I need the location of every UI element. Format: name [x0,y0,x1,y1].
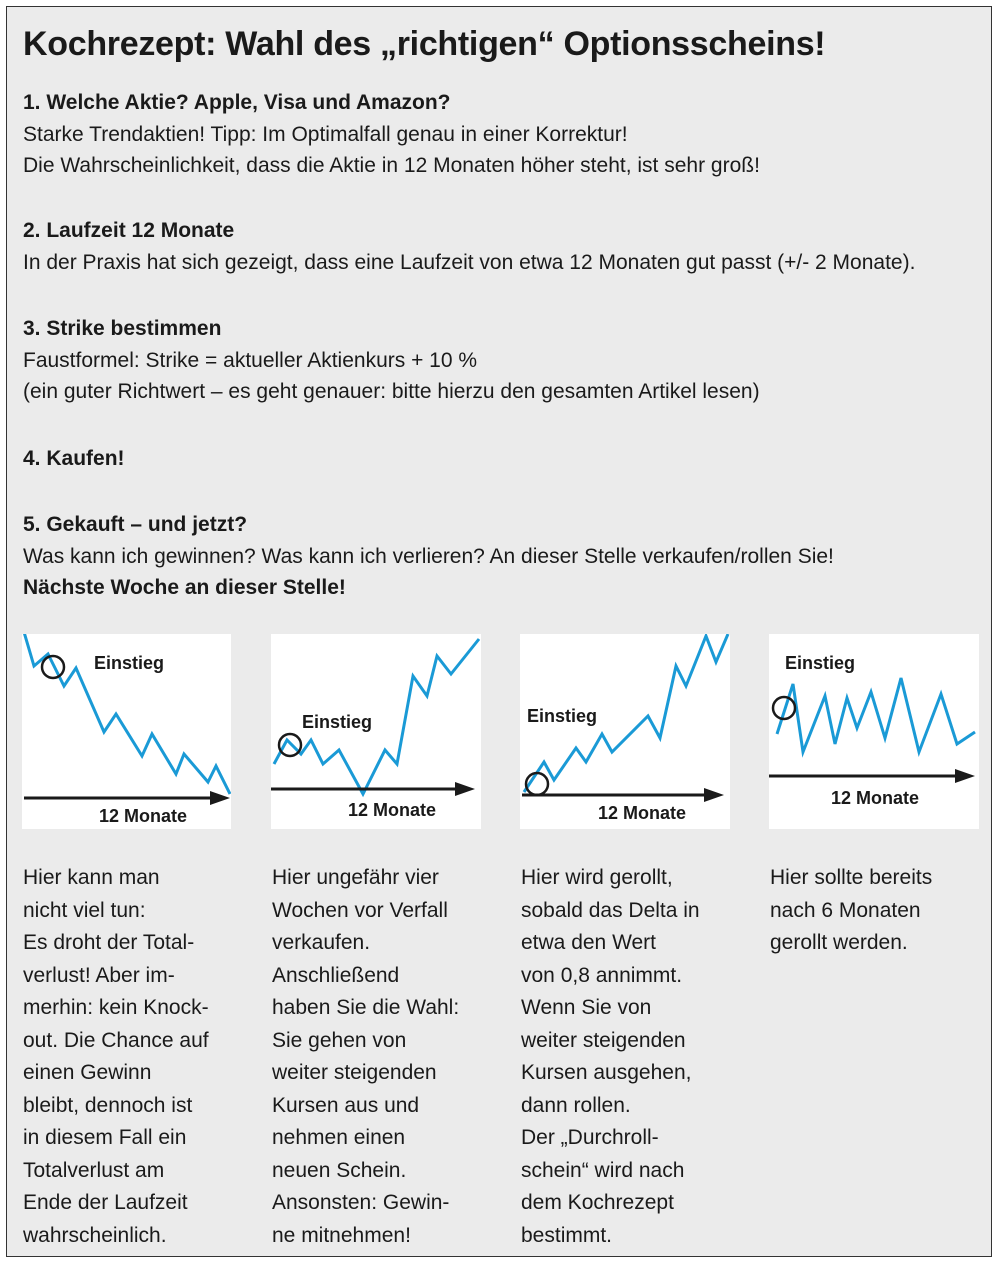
chart-1 [22,634,231,829]
caption-line: Der „Durchroll- [521,1126,659,1149]
caption-line: Sie gehen von [272,1028,407,1052]
chart-4-price-line [777,678,975,752]
chart-2-graphic [271,634,481,829]
caption-line: weiter steigenden [521,1028,686,1052]
caption-4 [770,862,985,960]
chart-4-graphic [769,634,979,829]
step-1-heading: 1. Welche Aktie? Apple, Visa und Amazon? [23,91,451,114]
page-title: Kochrezept: Wahl des „richtigen“ Optionsscheins! [23,25,826,63]
chart-3-graphic [520,634,730,829]
caption-line: schein“ wird nach [521,1158,685,1182]
caption-line: ne mitnehmen! [272,1223,411,1247]
caption-line: Ende der Laufzeit [23,1191,188,1214]
caption-line: Kursen ausgehen, [521,1061,692,1084]
caption-line: dann rollen. [521,1093,631,1117]
chart-4-entry-label: Einstieg [785,653,856,673]
caption-line: nach 6 Monaten [770,898,921,922]
caption-line: gerollt werden. [770,931,908,954]
caption-line: Hier ungefähr vier [272,866,439,889]
step-5-text: Was kann ich gewinnen? Was kann ich verlieren? An dieser Stelle verkaufen/rollen Sie! [23,545,834,568]
caption-line: Wochen vor Verfall [272,898,448,922]
chart-2 [271,634,481,829]
chart-2-axis-arrow [455,782,475,796]
step-3-text: Faustformel: Strike = aktueller Aktienkurs + 10 % [23,349,478,372]
chart-3-axis-label: 12 Monate [598,803,687,823]
caption-line: Wenn Sie von [521,996,652,1019]
step-3-heading: 3. Strike bestimmen [23,317,222,340]
caption-line: einen Gewinn [23,1061,152,1084]
caption-line: bestimmt. [521,1223,613,1247]
step-4-heading: 4. Kaufen! [23,447,125,470]
chart-2-axis-label: 12 Monate [348,800,437,820]
chart-3 [520,634,730,829]
step-5-emphasis: Nächste Woche an dieser Stelle! [23,576,346,599]
caption-line: verlust! Aber im- [23,963,175,987]
caption-line: wahrscheinlich. [23,1223,167,1247]
caption-line: in diesem Fall ein [23,1126,187,1149]
step-5-heading: 5. Gekauft – und jetzt? [23,513,248,536]
recipe-box [6,6,992,1257]
step-3-text: (ein guter Richtwert – es geht genauer: bitte hierzu den gesamten Artikel lesen) [23,380,760,403]
caption-line: merhin: kein Knock- [23,996,209,1019]
caption-line: verkaufen. [272,931,371,954]
caption-line: Ansonsten: Gewin- [272,1191,450,1214]
caption-line: von 0,8 annimmt. [521,963,683,987]
chart-1-entry-label: Einstieg [94,653,165,673]
caption-line: Hier wird gerollt, [521,866,673,889]
caption-line: dem Kochrezept [521,1191,674,1214]
chart-3-axis-arrow [704,788,724,802]
caption-line: neuen Schein. [272,1158,407,1182]
caption-line: Es droht der Total- [23,931,195,954]
caption-line: bleibt, dennoch ist [23,1093,193,1117]
chart-1-axis-label: 12 Monate [99,806,188,826]
caption-line: out. Die Chance auf [23,1028,209,1052]
caption-line: nehmen einen [272,1126,406,1149]
chart-3-entry-label: Einstieg [527,706,598,726]
step-1-text: Starke Trendaktien! Tipp: Im Optimalfall genau in einer Korrektur! [23,123,628,146]
caption-line: Totalverlust am [23,1158,165,1182]
caption-line: Anschließend [272,963,400,987]
caption-3 [521,862,736,1252]
chart-4-axis-arrow [955,769,975,783]
caption-line: Hier sollte bereits [770,866,933,889]
caption-line: nicht viel tun: [23,898,146,922]
step-2-heading: 2. Laufzeit 12 Monate [23,219,235,242]
chart-4 [769,634,979,829]
caption-line: weiter steigenden [272,1061,437,1084]
caption-1 [23,862,238,1252]
caption-line: Hier kann man [23,866,160,889]
chart-2-entry-label: Einstieg [302,712,373,732]
caption-line: Kursen aus und [272,1093,420,1117]
chart-1-axis-arrow [210,791,230,805]
step-2-text: In der Praxis hat sich gezeigt, dass eine Laufzeit von etwa 12 Monaten gut passt (+/- 2 Monate). [23,251,916,274]
caption-line: haben Sie die Wahl: [272,996,460,1019]
caption-line: sobald das Delta in [521,898,700,922]
caption-2 [272,862,487,1252]
chart-1-graphic [22,634,231,829]
chart-4-axis-label: 12 Monate [831,788,920,808]
caption-line: etwa den Wert [521,931,657,954]
step-1-text: Die Wahrscheinlichkeit, dass die Aktie in 12 Monaten höher steht, ist sehr groß! [23,154,760,177]
